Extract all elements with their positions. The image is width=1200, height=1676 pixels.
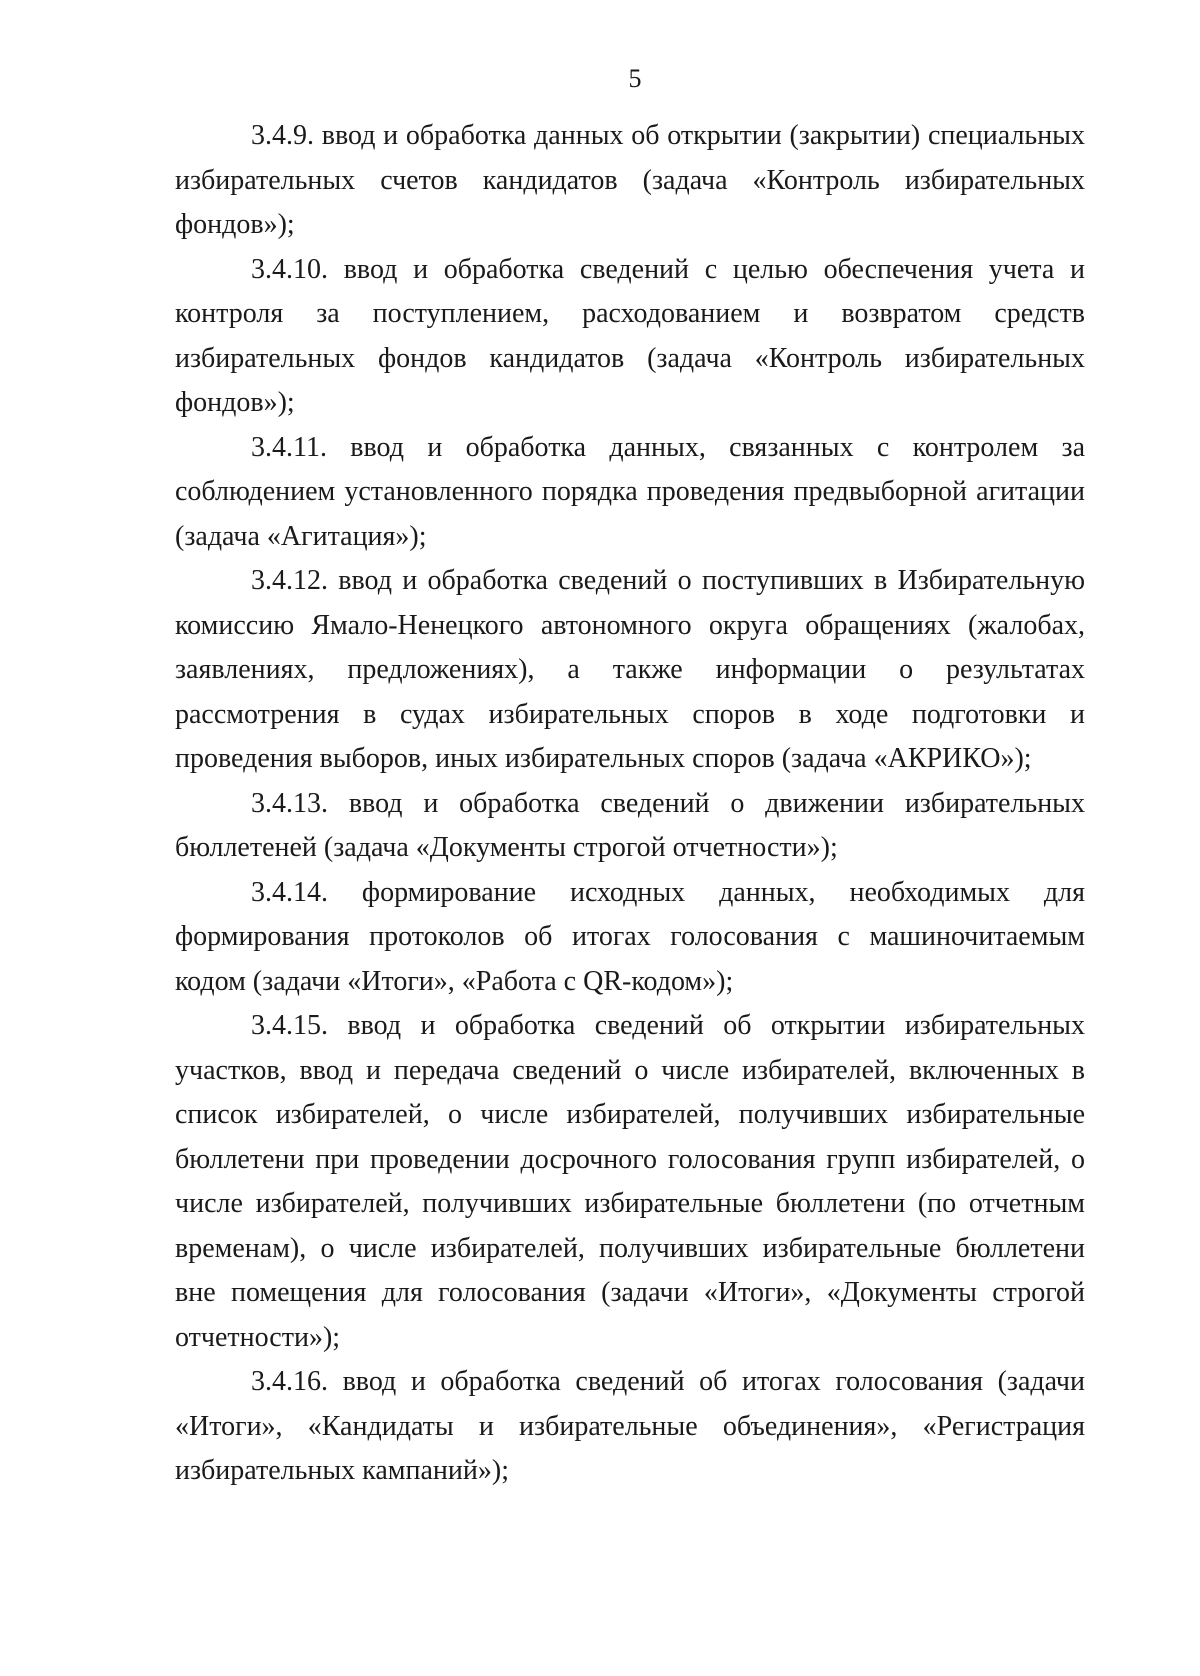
page-number: 5 (628, 64, 642, 93)
paragraph-3-4-16: 3.4.16. ввод и обработка сведений об итогах голосования (задачи «Итоги», «Кандидаты и избирательные объединения», «Регистрация избирательных кампаний»); (175, 1366, 1085, 1486)
paragraph-3-4-14: 3.4.14. формирование исходных данных, необходимых для формирования протоколов об итогах голосования с машиночитаемым кодом (задачи «Итоги», «Работа с QR-кодом»); (175, 876, 1085, 997)
document-body (175, 114, 1085, 1494)
paragraph-3-4-11: 3.4.11. ввод и обработка данных, связанных с контролем за соблюдением установленного порядка проведения предвыборной агитации (задача «Агитация»); (175, 431, 1085, 552)
paragraph-3-4-10: 3.4.10. ввод и обработка сведений с целью обеспечения учета и контроля за поступлением, расходованием и возвратом средств избирательных фондов кандидатов (задача «Контроль избирательных фондов»); (175, 253, 1085, 418)
paragraph-3-4-9: 3.4.9. ввод и обработка данных об открытии (закрытии) специальных избирательных счетов кандидатов (задача «Контроль избирательных фондов»); (175, 120, 1085, 240)
paragraph-3-4-12: 3.4.12. ввод и обработка сведений о поступивших в Избирательную комиссию Ямало-Ненецкого автономного округа обращениях (жалобах, заявлениях, предложениях), а также информации о результатах рассмотрения в судах избирательных споров в ходе подготовки и проведения выборов, иных избирательных споров (задача «АКРИКО»); (175, 565, 1085, 774)
paragraph-3-4-15: 3.4.15. ввод и обработка сведений об открытии избирательных участков, ввод и передача сведений о числе избирателей, включенных в список избирателей, о числе избирателей, получивших избирательные бюллетени при проведении досрочного голосования групп избирателей, о числе избирателей, получивших избирательные бюллетени (по отчетным временам), о числе избирателей, получивших избирательные бюллетени вне помещения для голосования (задачи «Итоги», «Документы строгой отчетности»); (175, 1010, 1085, 1353)
paragraph-3-4-13: 3.4.13. ввод и обработка сведений о движении избирательных бюллетеней (задача «Документы строгой отчетности»); (175, 787, 1085, 863)
